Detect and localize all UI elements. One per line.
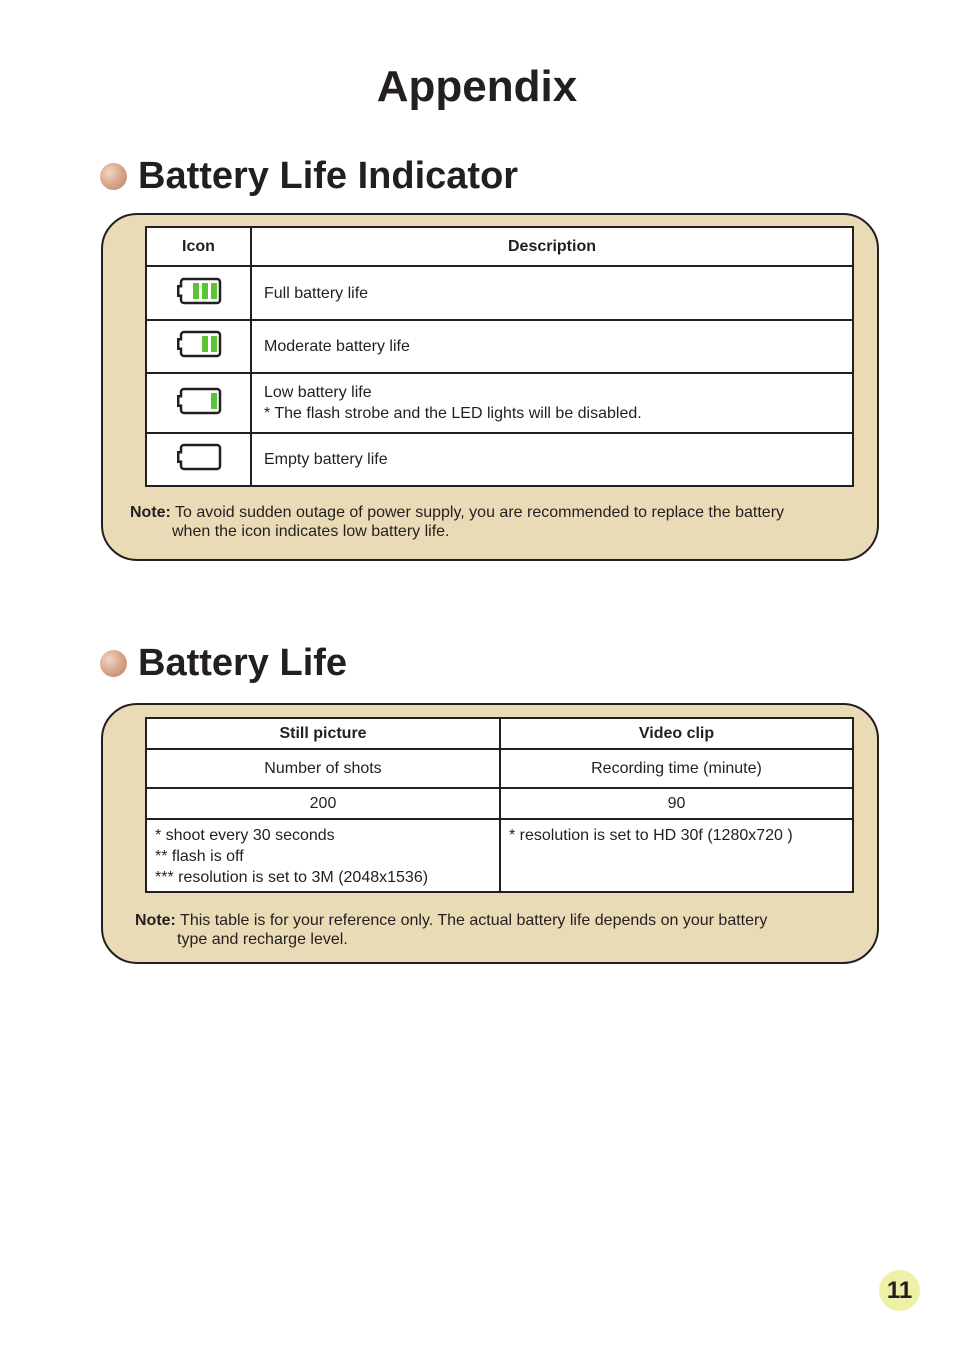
battery-level-bar	[193, 283, 199, 299]
battery-life-note	[135, 911, 767, 949]
column-header-description: Description	[251, 227, 853, 266]
table-row	[146, 266, 853, 320]
note-text: To avoid sudden outage of power supply, you are recommended to replace the battery	[175, 504, 785, 521]
column-header-still-picture: Still picture	[146, 718, 500, 749]
section-heading-label: Battery Life Indicator	[138, 155, 519, 197]
note-text-continued: when the icon indicates low battery life.	[172, 523, 450, 540]
battery-level-bar	[211, 336, 217, 352]
still-conditions-cell	[146, 819, 500, 892]
condition-item: ** flash is off	[155, 848, 244, 865]
battery-level-bar	[211, 393, 217, 409]
note-label: Note:	[135, 912, 176, 929]
table-header-row	[146, 227, 853, 266]
description-cell	[251, 433, 853, 486]
table-row	[146, 373, 853, 433]
page-title: Appendix	[376, 62, 578, 111]
description-cell	[251, 373, 853, 433]
table-row	[146, 749, 853, 788]
table-row	[146, 433, 853, 486]
description-text: Moderate battery life	[264, 338, 410, 355]
description-text: Low battery life	[264, 384, 372, 401]
icon-cell	[146, 433, 251, 486]
table-row	[146, 788, 853, 819]
note-text: This table is for your reference only. The actual battery life depends on your battery	[180, 912, 768, 929]
note-text-continued: type and recharge level.	[177, 931, 348, 948]
battery-moderate-icon	[176, 330, 222, 363]
description-text: Full battery life	[264, 284, 369, 302]
page-number-badge	[879, 1270, 920, 1311]
battery-level-bar	[211, 283, 217, 299]
value-video: 90	[500, 788, 853, 819]
section-heading-label: Battery Life	[138, 642, 348, 684]
value-still: 200	[146, 788, 500, 819]
icon-cell	[146, 266, 251, 320]
icon-cell	[146, 320, 251, 373]
condition-item: *** resolution is set to 3M (2048x1536)	[155, 869, 429, 886]
battery-low-icon	[176, 387, 222, 420]
note-label: Note:	[130, 504, 171, 521]
battery-full-icon	[176, 277, 222, 310]
page-number: 11	[886, 1276, 913, 1304]
condition-item: * resolution is set to HD 30f (1280x720 )	[509, 827, 793, 844]
table-header-row	[146, 718, 853, 749]
battery-indicator-table	[145, 226, 854, 487]
description-text: Empty battery life	[264, 451, 388, 468]
battery-level-bar	[202, 336, 208, 352]
column-header-video-clip: Video clip	[500, 718, 853, 749]
table-row	[146, 320, 853, 373]
battery-life-table	[145, 717, 854, 893]
icon-cell	[146, 373, 251, 433]
column-header-icon: Icon	[146, 227, 251, 266]
section-heading-battery-indicator	[100, 155, 518, 198]
section-bullet-icon	[100, 650, 127, 677]
video-conditions-cell	[500, 819, 853, 892]
condition-item: * shoot every 30 seconds	[155, 827, 335, 844]
metric-still: Number of shots	[146, 749, 500, 788]
description-footnote: * The flash strobe and the LED lights will be disabled.	[264, 405, 642, 422]
table-row	[146, 819, 853, 892]
battery-indicator-note	[130, 503, 784, 541]
section-heading-battery-life	[100, 642, 347, 685]
battery-indicator-panel	[101, 213, 879, 561]
battery-empty-icon	[176, 443, 222, 476]
section-bullet-icon	[100, 163, 127, 190]
description-cell	[251, 320, 853, 373]
battery-level-bar	[202, 283, 208, 299]
description-cell	[251, 266, 853, 320]
battery-life-panel	[101, 703, 879, 964]
metric-video: Recording time (minute)	[500, 749, 853, 788]
